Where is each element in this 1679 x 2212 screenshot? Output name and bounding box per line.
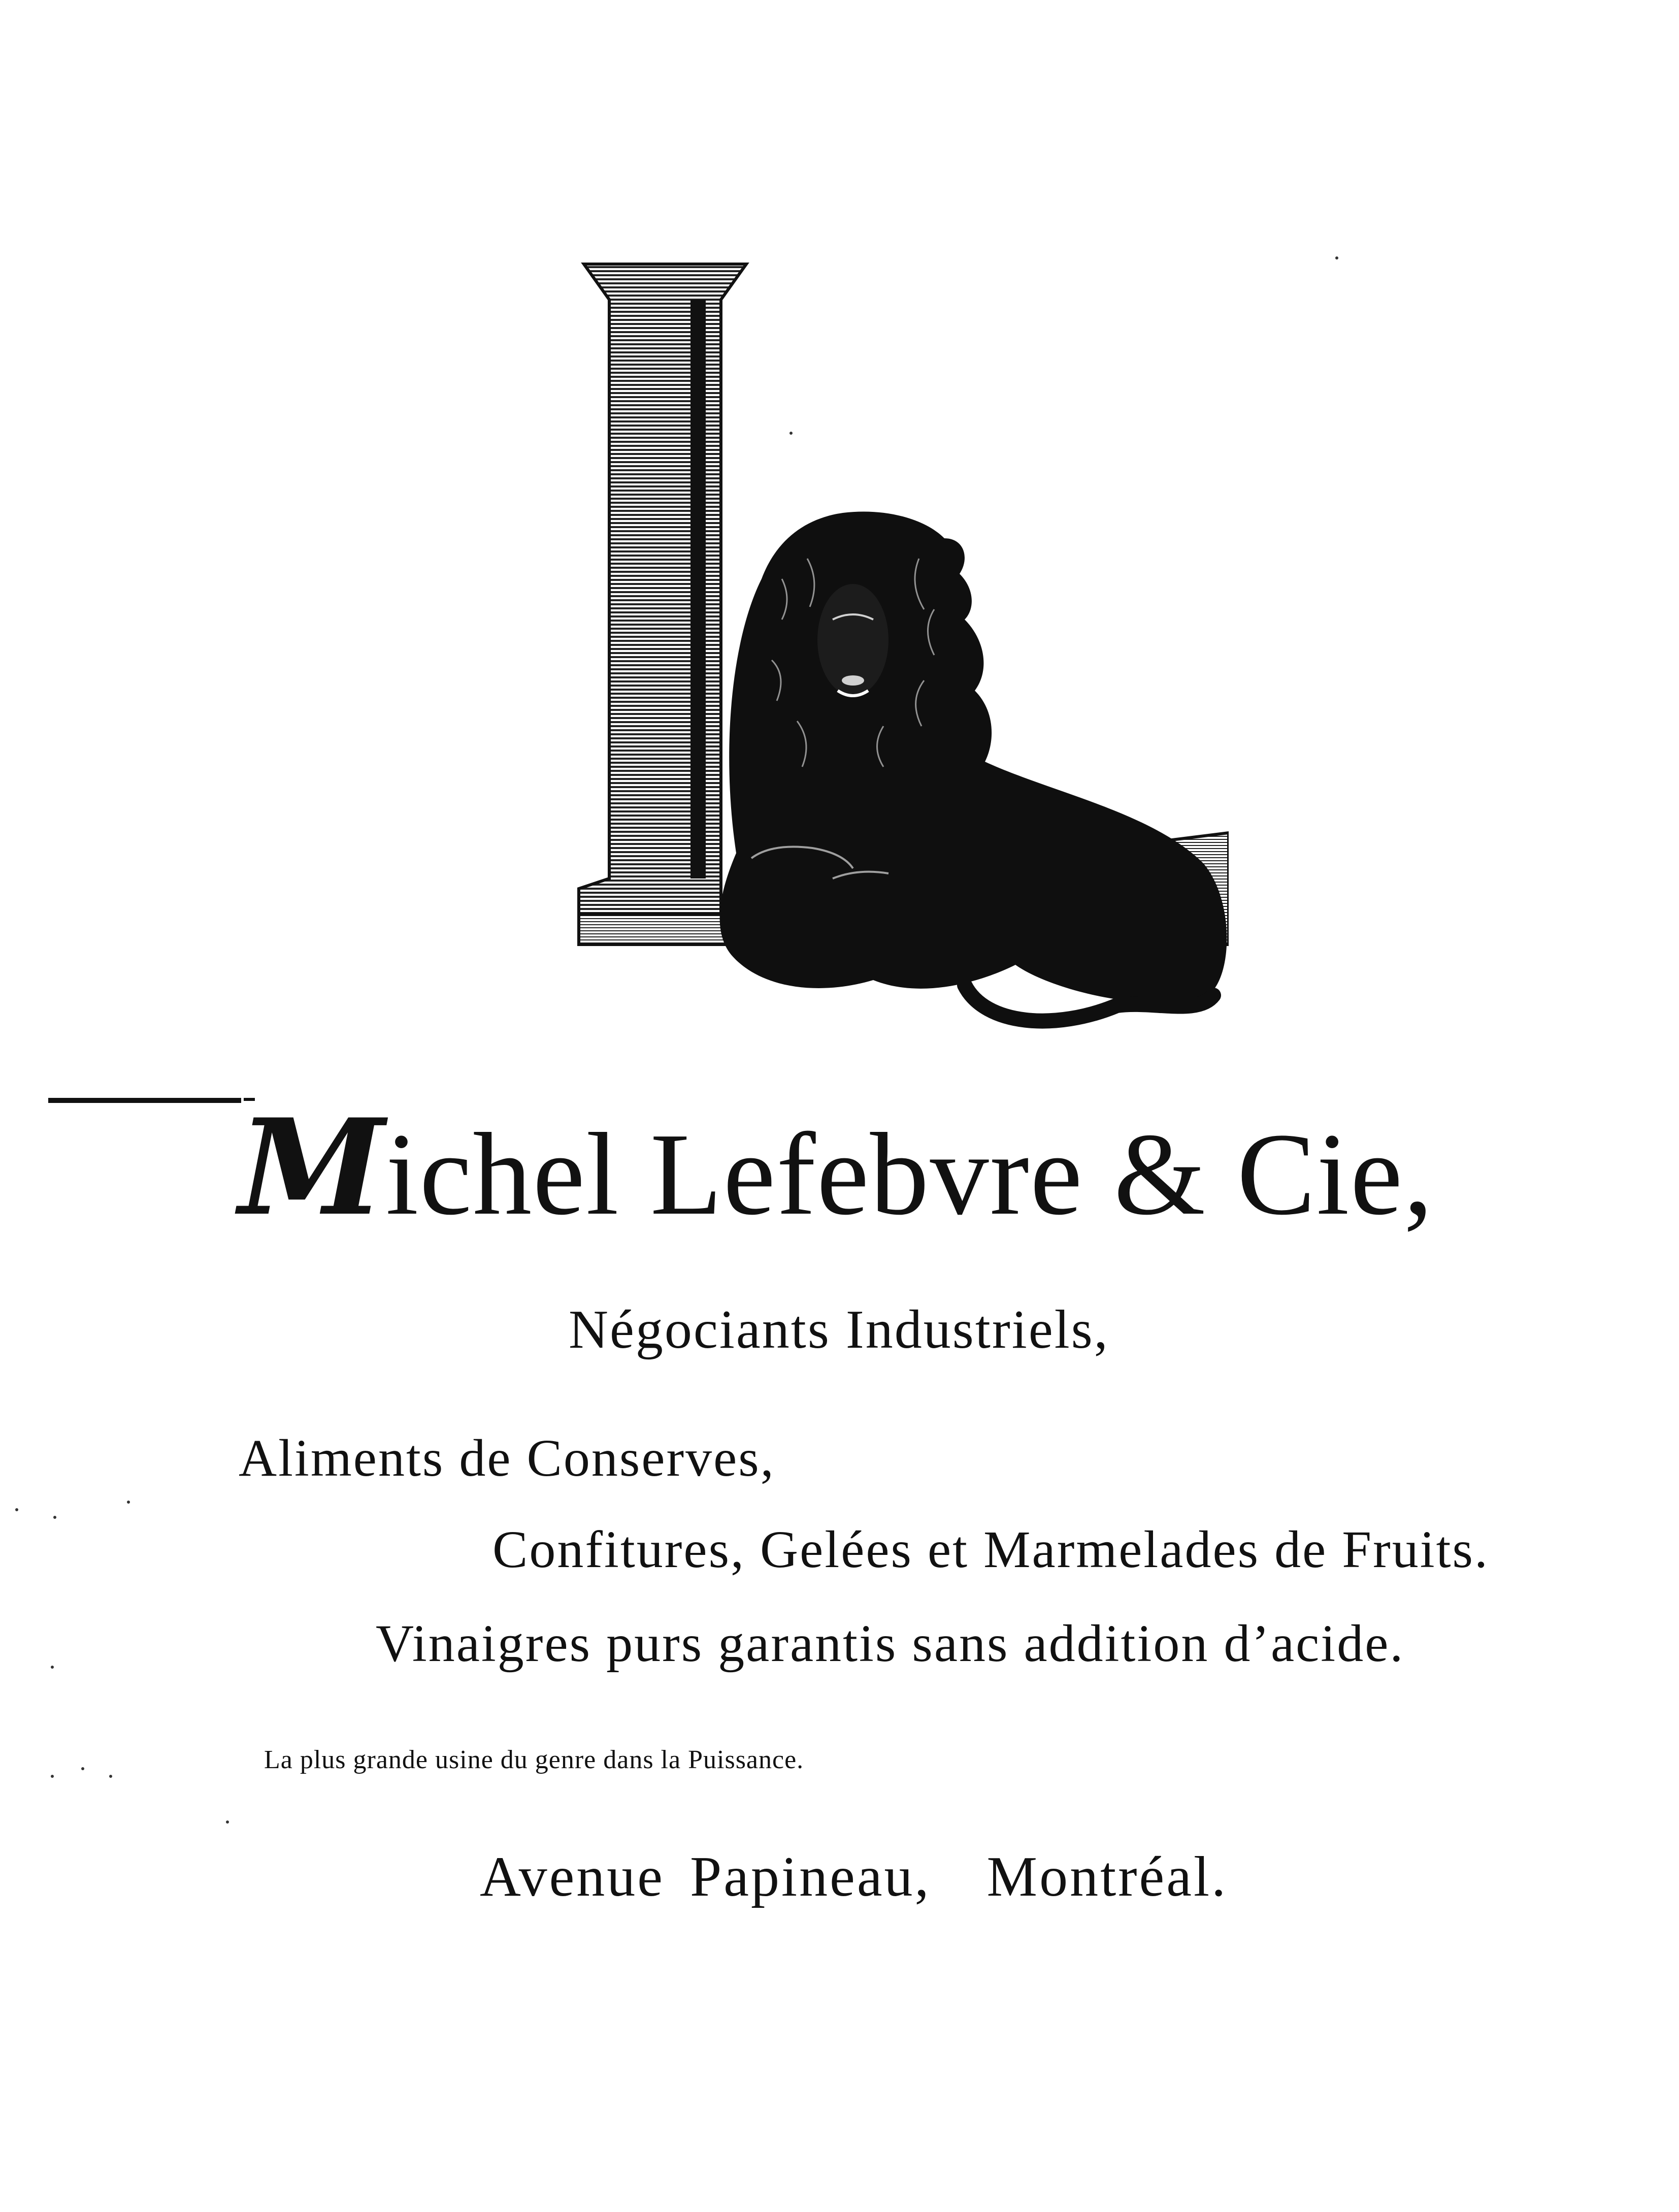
company-name-initial: M [239,1090,386,1245]
scan-speck [789,432,793,435]
tagline: La plus grande usine du genre dans la Puissance. [264,1745,804,1774]
product-line-1: Aliments de Conserves, [239,1429,775,1487]
address [480,1845,1228,1908]
scan-speck [226,1820,229,1824]
product-line-2: Confitures, Gelées et Marmelades de Fruits. [492,1520,1489,1579]
scan-speck [109,1775,112,1778]
decorative-rule [48,1098,241,1103]
scan-speck [51,1666,54,1669]
address-street: Avenue Papineau, [480,1845,931,1908]
company-name-rest: ichel Lefebvre & Cie, [385,1109,1434,1240]
scan-speck [51,1775,54,1778]
scan-speck [81,1767,84,1770]
business-type: Négociants Industriels, [569,1299,1109,1360]
address-city: Montréal. [986,1845,1228,1908]
scan-speck [15,1508,18,1511]
scan-speck [53,1516,56,1519]
scan-speck [1335,256,1338,259]
product-line-3: Vinaigres purs garantis sans addition d’acide. [376,1614,1405,1673]
company-name [239,1090,1434,1245]
letter-l-with-lion-icon [569,254,1229,1077]
scan-speck [127,1501,130,1504]
